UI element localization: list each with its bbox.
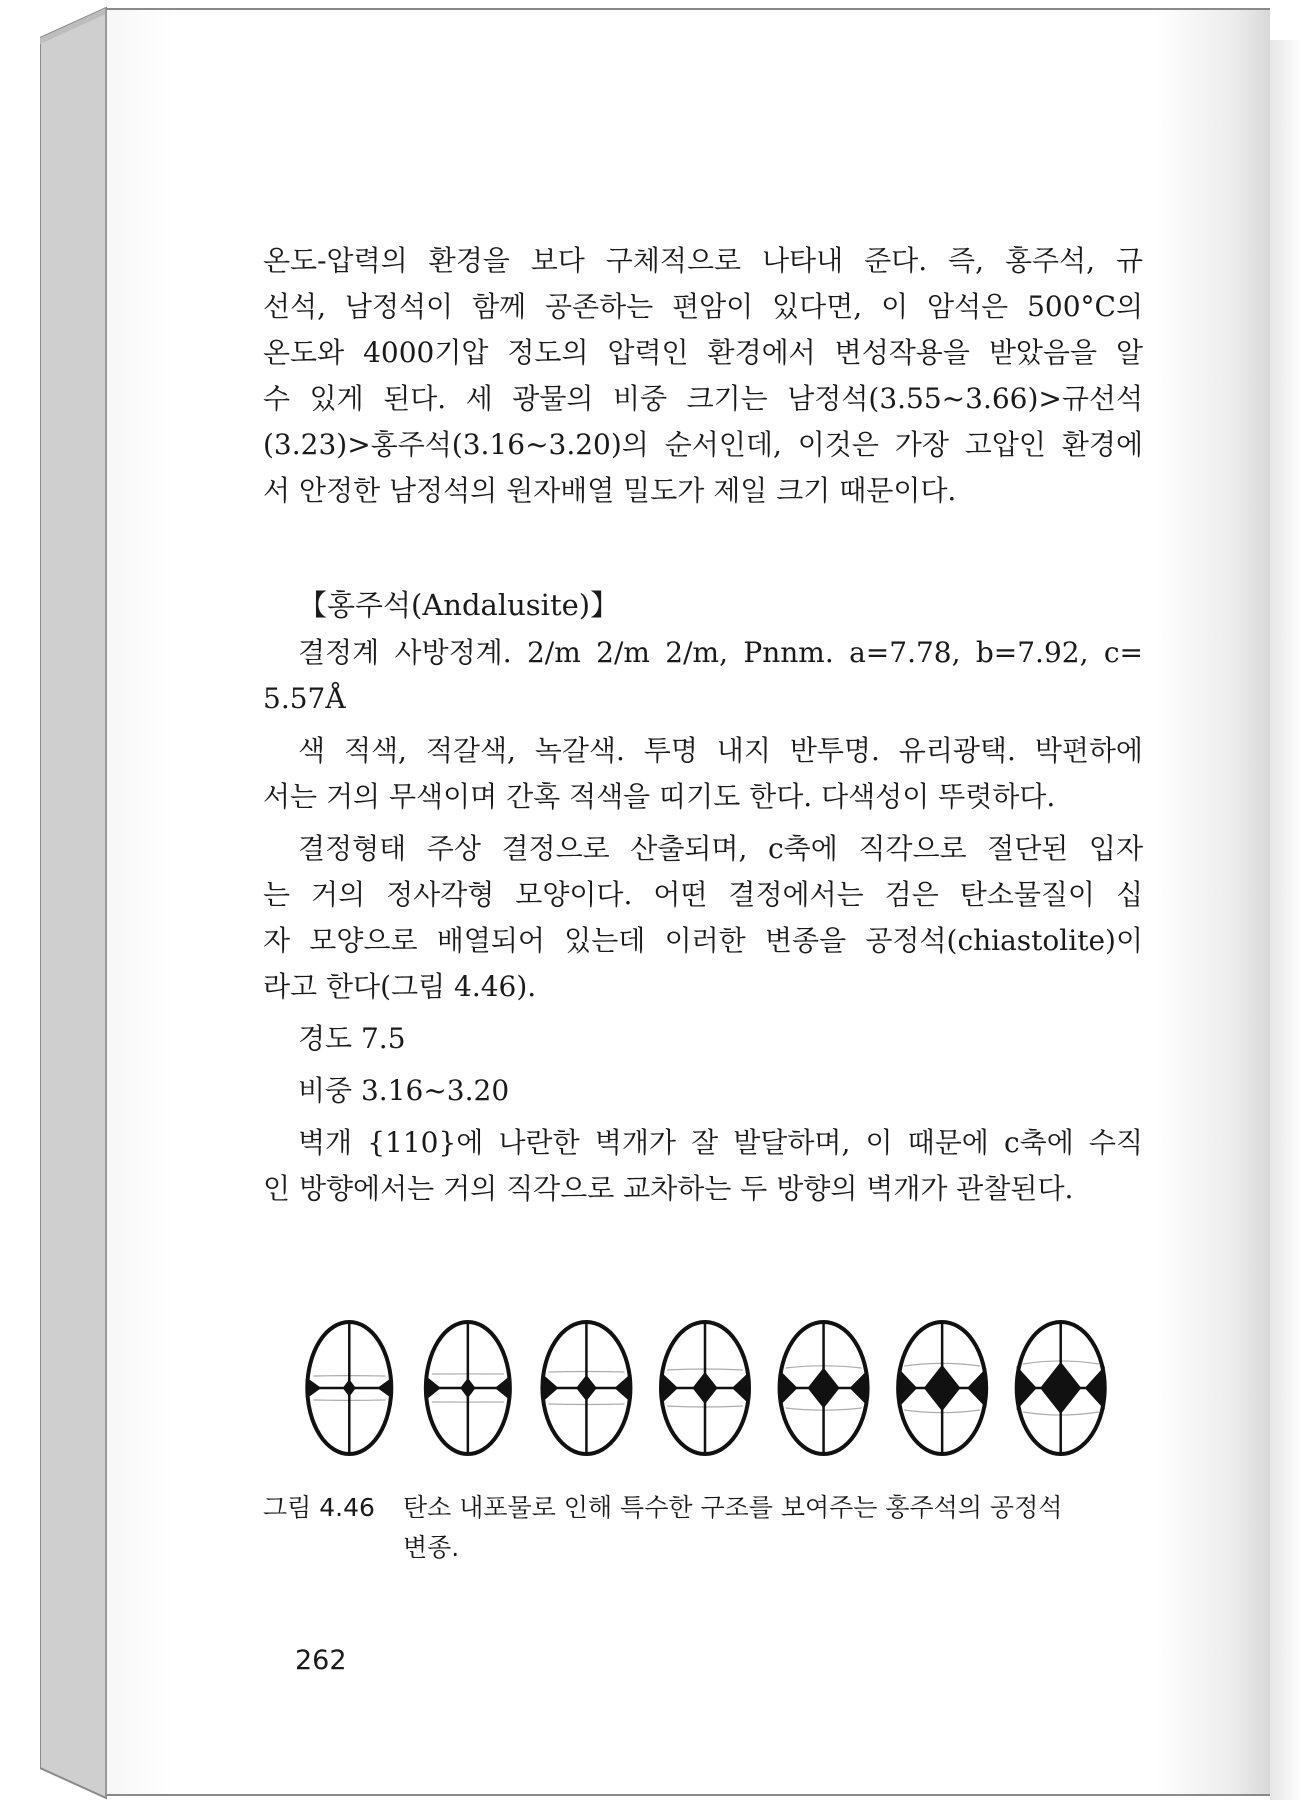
chiastolite-crystal — [426, 1322, 510, 1454]
text-line: 5.57Å — [263, 682, 346, 715]
mineral-properties — [263, 630, 1143, 1212]
text-line: 자 모양으로 배열되어 있는데 이러한 변종을 공정석(chiastolite)이 — [263, 924, 1143, 957]
caption-line: 탄소 내포물로 인해 특수한 구조를 보여주는 홍주석의 공정석 — [403, 1493, 1063, 1522]
cleavage-entry — [263, 1120, 1143, 1212]
chiastolite-crystal — [307, 1322, 391, 1454]
chiastolite-figure — [290, 1310, 1120, 1465]
text-line: 라고 한다(그림 4.46). — [263, 970, 537, 1003]
text-line: 결정형태 주상 결정으로 산출되며, c축에 직각으로 절단된 입자 — [298, 832, 1143, 865]
text-line: 선석, 남정석이 함께 공존하는 편암이 있다면, 이 암석은 500°C의 — [263, 290, 1143, 323]
intro-paragraph — [263, 238, 1143, 514]
chiastolite-crystal — [661, 1322, 749, 1454]
chiastolite-crystal — [898, 1322, 986, 1454]
chiastolite-crystal — [1017, 1322, 1105, 1454]
caption-line: 변종. — [403, 1533, 460, 1562]
color-entry — [263, 728, 1143, 820]
page-edge-shadow — [1270, 40, 1302, 1800]
text-line: (3.23)>홍주석(3.16~3.20)의 순서인데, 이것은 가장 고압인 환경에 — [263, 428, 1143, 461]
text-line: 결정계 사방정계. 2/m 2/m 2/m, Pnnm. a=7.78, b=7.92, c= — [298, 636, 1143, 669]
text-line: 벽개 {110}에 나란한 벽개가 잘 발달하며, 이 때문에 c축에 수직 — [298, 1126, 1143, 1159]
chiastolite-crystal — [780, 1322, 868, 1454]
chiastolite-crystal — [542, 1322, 630, 1454]
text-line: 인 방향에서는 거의 직각으로 교차하는 두 방향의 벽개가 관찰된다. — [263, 1172, 1074, 1205]
text-line: 는 거의 정사각형 모양이다. 어떤 결정에서는 검은 탄소물질이 십 — [263, 878, 1143, 911]
habit-entry — [263, 826, 1143, 1010]
section-heading: 【홍주석(Andalusite)】 — [298, 588, 620, 622]
text-line: 온도-압력의 환경을 보다 구체적으로 나타내 준다. 즉, 홍주석, 규 — [263, 244, 1143, 277]
page-number: 262 — [295, 1645, 347, 1676]
hardness-entry: 경도 7.5 — [298, 1022, 406, 1055]
text-line: 서 안정한 남정석의 원자배열 밀도가 제일 크기 때문이다. — [263, 474, 957, 507]
crystal-system-entry — [263, 630, 1143, 722]
text-line: 색 적색, 적갈색, 녹갈색. 투명 내지 반투명. 유리광택. 박편하에 — [298, 734, 1143, 767]
book-spine — [40, 0, 110, 1806]
text-line: 온도와 4000기압 정도의 압력인 환경에서 변성작용을 받았음을 알 — [263, 336, 1143, 369]
text-line: 수 있게 된다. 세 광물의 비중 크기는 남정석(3.55~3.66)>규선석 — [263, 382, 1143, 415]
text-line: 서는 거의 무색이며 간혹 적색을 띠기도 한다. 다색성이 뚜렷하다. — [263, 780, 1056, 813]
figure-label: 그림 4.46 — [263, 1493, 375, 1522]
specific-gravity-entry: 비중 3.16~3.20 — [298, 1074, 510, 1107]
